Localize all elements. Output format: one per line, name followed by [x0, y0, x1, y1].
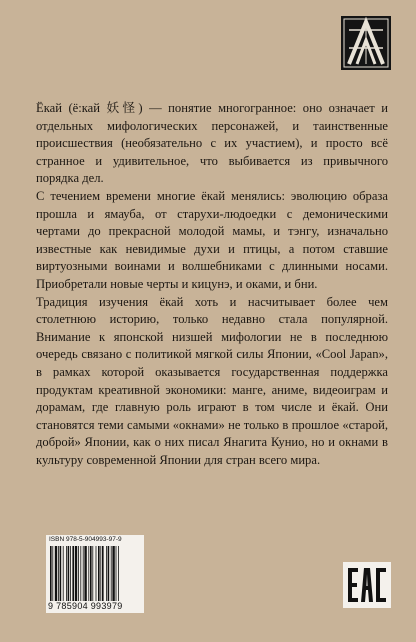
paragraph-2: С течением времени многие ёкай менялись: эволюцию образа прошла и ямауба, от старухи-людоедки с демоническими чертами до прекрасной молодой мамы, и тэнгу, изначально известные как невидимые духи и птицы, а потом ставшие виртуозными воинами и волшебниками с длинными носами. Приобретали новые черты и кицунэ, и оками, и бни.	[36, 188, 388, 291]
barcode-bar	[66, 546, 67, 601]
barcode-bar	[112, 546, 114, 601]
barcode-bar	[88, 546, 89, 601]
barcode-bar	[116, 546, 117, 601]
barcode-bar	[80, 546, 81, 601]
barcode-bar	[70, 546, 71, 601]
barcode-bar	[84, 546, 86, 601]
barcode-bar	[75, 546, 77, 601]
barcode-bar	[83, 546, 84, 601]
barcode-bar	[52, 546, 53, 601]
publisher-logo-icon	[341, 16, 391, 70]
barcode-bar	[78, 546, 79, 601]
barcode-bar	[102, 546, 104, 601]
barcode-bar	[90, 546, 92, 601]
barcode	[46, 535, 144, 613]
barcode-bar	[55, 546, 57, 601]
barcode-bar	[118, 546, 119, 601]
eac-mark-icon	[343, 562, 391, 608]
isbn-label: ISBN 978-5-904993-97-9	[49, 536, 122, 543]
barcode-bar	[72, 546, 74, 601]
barcode-bar	[108, 546, 110, 601]
barcode-digits: 9 785904 993979	[48, 601, 123, 611]
barcode-bar	[50, 546, 52, 601]
barcode-bar	[58, 546, 59, 601]
paragraph-3: Традиция изучения ёкай хоть и насчитывает более чем столетнюю историю, только недавно стала популярной. Внимание к японской низшей мифологии не в последнюю очередь связано с политикой мягкой силы Японии, «Cool Japan», в рамках которой оказывается государственная поддержка продуктам креативной экономики: манге, аниме, видеоиграм и дорамам, где главную роль играют в том числе и ёкай. Они становятся теми самыми «окнами» не только в прошлое «старой, доброй» Японии, как о них писал Янагита Кунио, но и окнами в культуру современной Японии для стран всего мира.	[36, 294, 388, 467]
paragraph-1: Ёкай (ё:кай 妖怪) — понятие многогранное: оно означает и отдельных мифологических персонажей, и таинственные происшествия (необязательно с их участием), и просто всё странное и удивительное, что выбивается из привычного порядка дел.	[36, 101, 388, 186]
barcode-bar	[100, 546, 101, 601]
barcode-bar	[63, 546, 64, 601]
barcode-bar	[68, 546, 70, 601]
barcode-bar	[111, 546, 112, 601]
barcode-bar	[92, 546, 93, 601]
barcode-bar	[106, 546, 107, 601]
barcode-bar	[60, 546, 62, 601]
annotation-text	[36, 100, 388, 469]
barcode-bar	[96, 546, 97, 601]
barcode-bars	[50, 546, 140, 601]
barcode-bar	[98, 546, 100, 601]
